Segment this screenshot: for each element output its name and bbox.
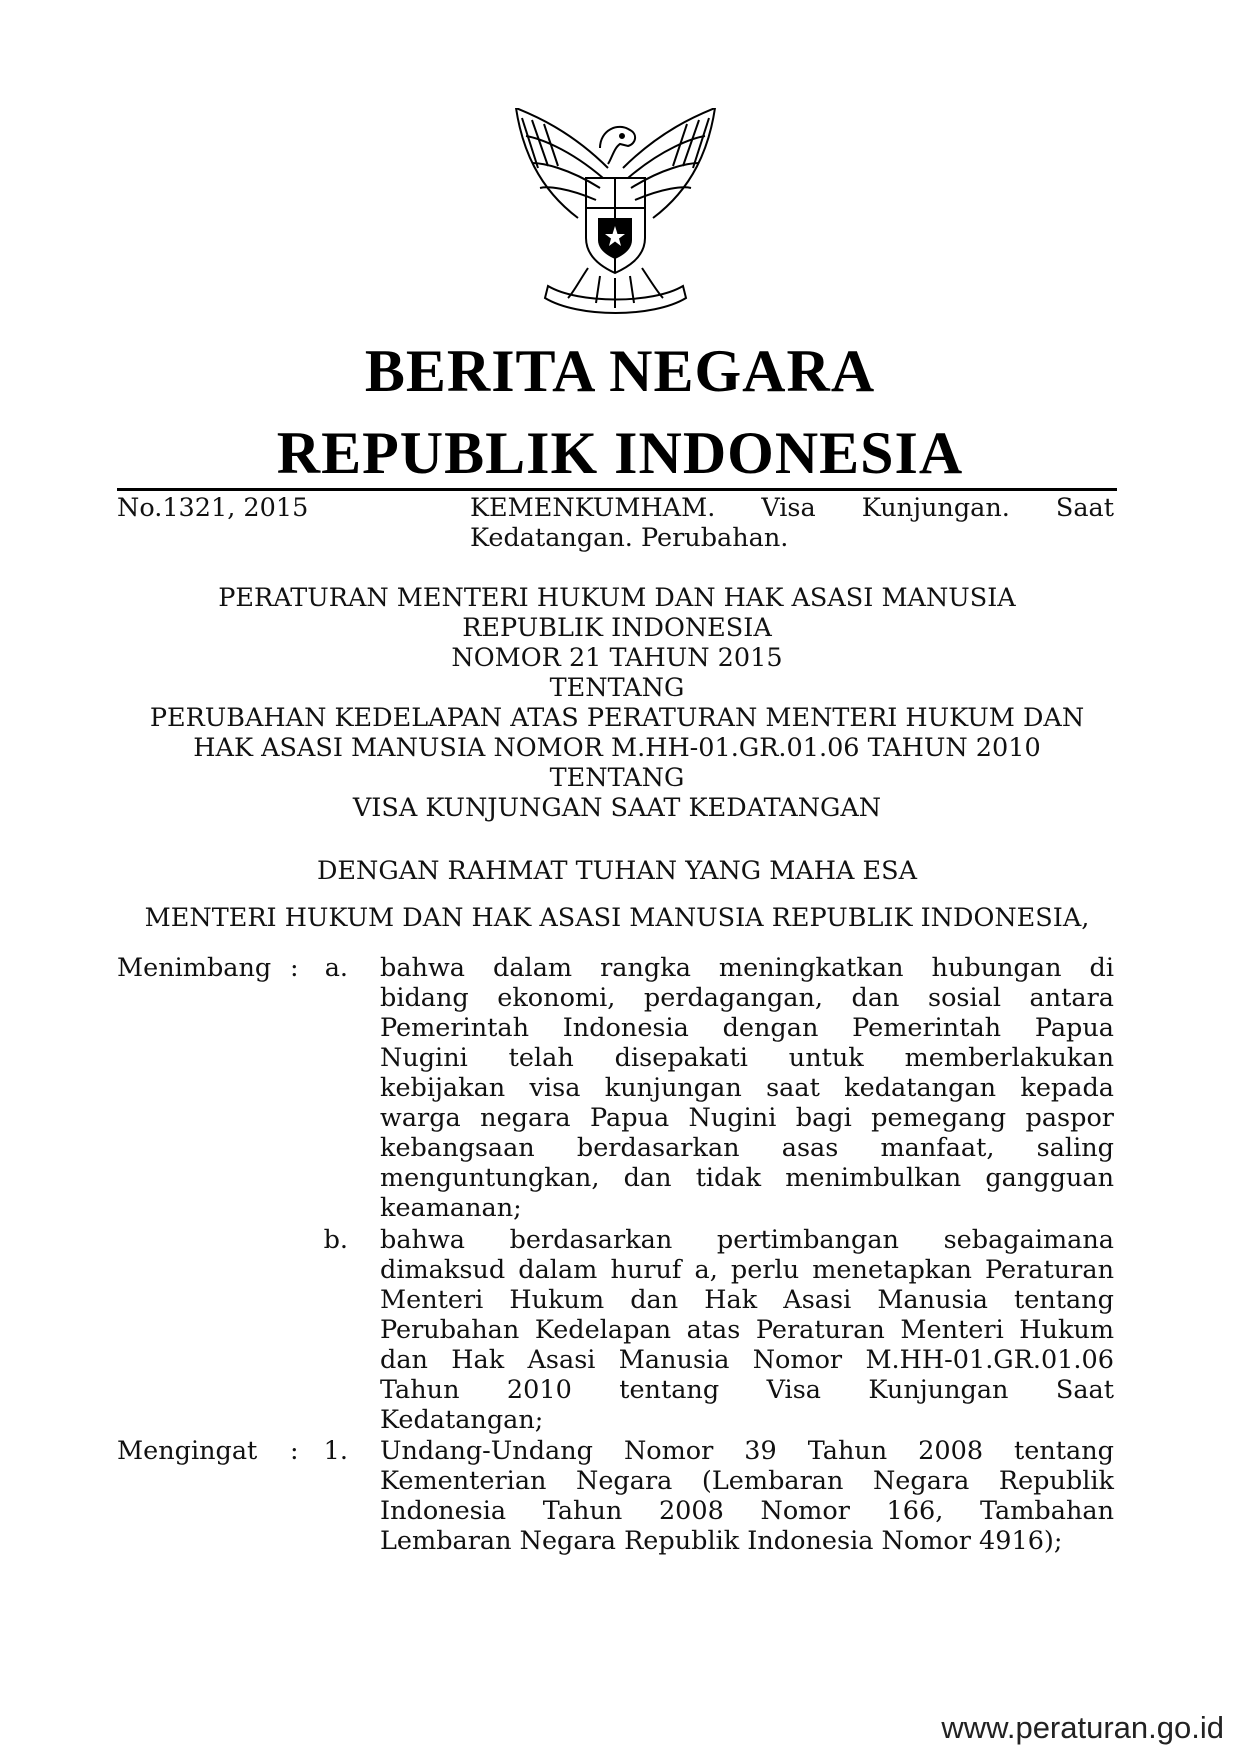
text-line: dan Hak Asasi Manusia Nomor M.HH-01.GR.01.06 bbox=[380, 1345, 1114, 1375]
text-line: Kedatangan; bbox=[380, 1405, 544, 1435]
text-line: Lembaran Negara Republik Indonesia Nomor 4916); bbox=[380, 1526, 1063, 1556]
menimbang-item-b-text bbox=[380, 1225, 1114, 1435]
masthead-title-line2: REPUBLIK INDONESIA bbox=[276, 420, 964, 486]
text-line: Perubahan Kedelapan atas Peraturan Menteri Hukum bbox=[380, 1315, 1114, 1345]
garuda-pancasila-emblem-icon bbox=[508, 108, 723, 320]
regulation-title-line: REPUBLIK INDONESIA bbox=[462, 613, 772, 643]
mengingat-item-1-marker: 1. bbox=[323, 1436, 348, 1466]
text-line: bidang ekonomi, perdagangan, dan sosial antara bbox=[380, 983, 1114, 1013]
masthead-rule bbox=[117, 488, 1117, 491]
text-line: menguntungkan, dan tidak menimbulkan gangguan bbox=[380, 1163, 1114, 1193]
regulation-title-line: HAK ASASI MANUSIA NOMOR M.HH-01.GR.01.06 TAHUN 2010 bbox=[193, 733, 1041, 763]
regulation-title-line: PERUBAHAN KEDELAPAN ATAS PERATURAN MENTERI HUKUM DAN bbox=[149, 703, 1085, 733]
menimbang-colon: : bbox=[290, 953, 299, 983]
menimbang-label: Menimbang bbox=[117, 953, 272, 983]
text-line: Nugini telah disepakati untuk memberlakukan bbox=[380, 1043, 1114, 1073]
menimbang-item-a-marker: a. bbox=[324, 953, 348, 983]
footer-url: www.peraturan.go.id bbox=[941, 1710, 1224, 1745]
mengingat-label: Mengingat bbox=[117, 1436, 258, 1466]
text-line: Menteri Hukum dan Hak Asasi Manusia tentang bbox=[380, 1285, 1114, 1315]
text-line: Tahun 2010 tentang Visa Kunjungan Saat bbox=[380, 1375, 1114, 1405]
regulation-title-line: TENTANG bbox=[549, 763, 685, 793]
mengingat-colon: : bbox=[290, 1436, 299, 1466]
regulation-title bbox=[117, 583, 1117, 823]
text-line: Pemerintah Indonesia dengan Pemerintah Papua bbox=[380, 1013, 1114, 1043]
menimbang-item-a-text bbox=[380, 953, 1114, 1223]
menimbang-item-b-marker: b. bbox=[323, 1225, 348, 1255]
text-line: dimaksud dalam huruf a, perlu menetapkan Peraturan bbox=[380, 1255, 1114, 1285]
text-line: bahwa dalam rangka meningkatkan hubungan di bbox=[380, 953, 1114, 983]
text-line: Indonesia Tahun 2008 Nomor 166, Tambahan bbox=[380, 1496, 1114, 1526]
text-line: Undang-Undang Nomor 39 Tahun 2008 tentang bbox=[380, 1436, 1114, 1466]
mengingat-item-1-text bbox=[380, 1436, 1114, 1556]
issuer-line: MENTERI HUKUM DAN HAK ASASI MANUSIA REPUBLIK INDONESIA, bbox=[144, 903, 1090, 933]
text-line: Kementerian Negara (Lembaran Negara Republik bbox=[380, 1466, 1114, 1496]
regulation-title-line: VISA KUNJUNGAN SAAT KEDATANGAN bbox=[352, 793, 882, 823]
regulation-title-line: TENTANG bbox=[549, 673, 685, 703]
text-line: keamanan; bbox=[380, 1193, 522, 1223]
issue-subject bbox=[470, 493, 1114, 553]
text-line: kebijakan visa kunjungan saat kedatangan kepada bbox=[380, 1073, 1114, 1103]
text-line: kebangsaan berdasarkan asas manfaat, saling bbox=[380, 1133, 1114, 1163]
regulation-title-line: PERATURAN MENTERI HUKUM DAN HAK ASASI MANUSIA bbox=[218, 583, 1016, 613]
invocation: DENGAN RAHMAT TUHAN YANG MAHA ESA bbox=[316, 856, 918, 886]
text-line: bahwa berdasarkan pertimbangan sebagaimana bbox=[380, 1225, 1114, 1255]
issue-subject-line: KEMENKUMHAM. Visa Kunjungan. Saat bbox=[470, 493, 1114, 523]
text-line: warga negara Papua Nugini bagi pemegang paspor bbox=[380, 1103, 1114, 1133]
masthead-title-line1: BERITA NEGARA bbox=[364, 338, 876, 404]
issue-subject-line: Kedatangan. Perubahan. bbox=[470, 523, 789, 553]
regulation-title-line: NOMOR 21 TAHUN 2015 bbox=[451, 643, 783, 673]
issue-number: No.1321, 2015 bbox=[117, 493, 309, 523]
